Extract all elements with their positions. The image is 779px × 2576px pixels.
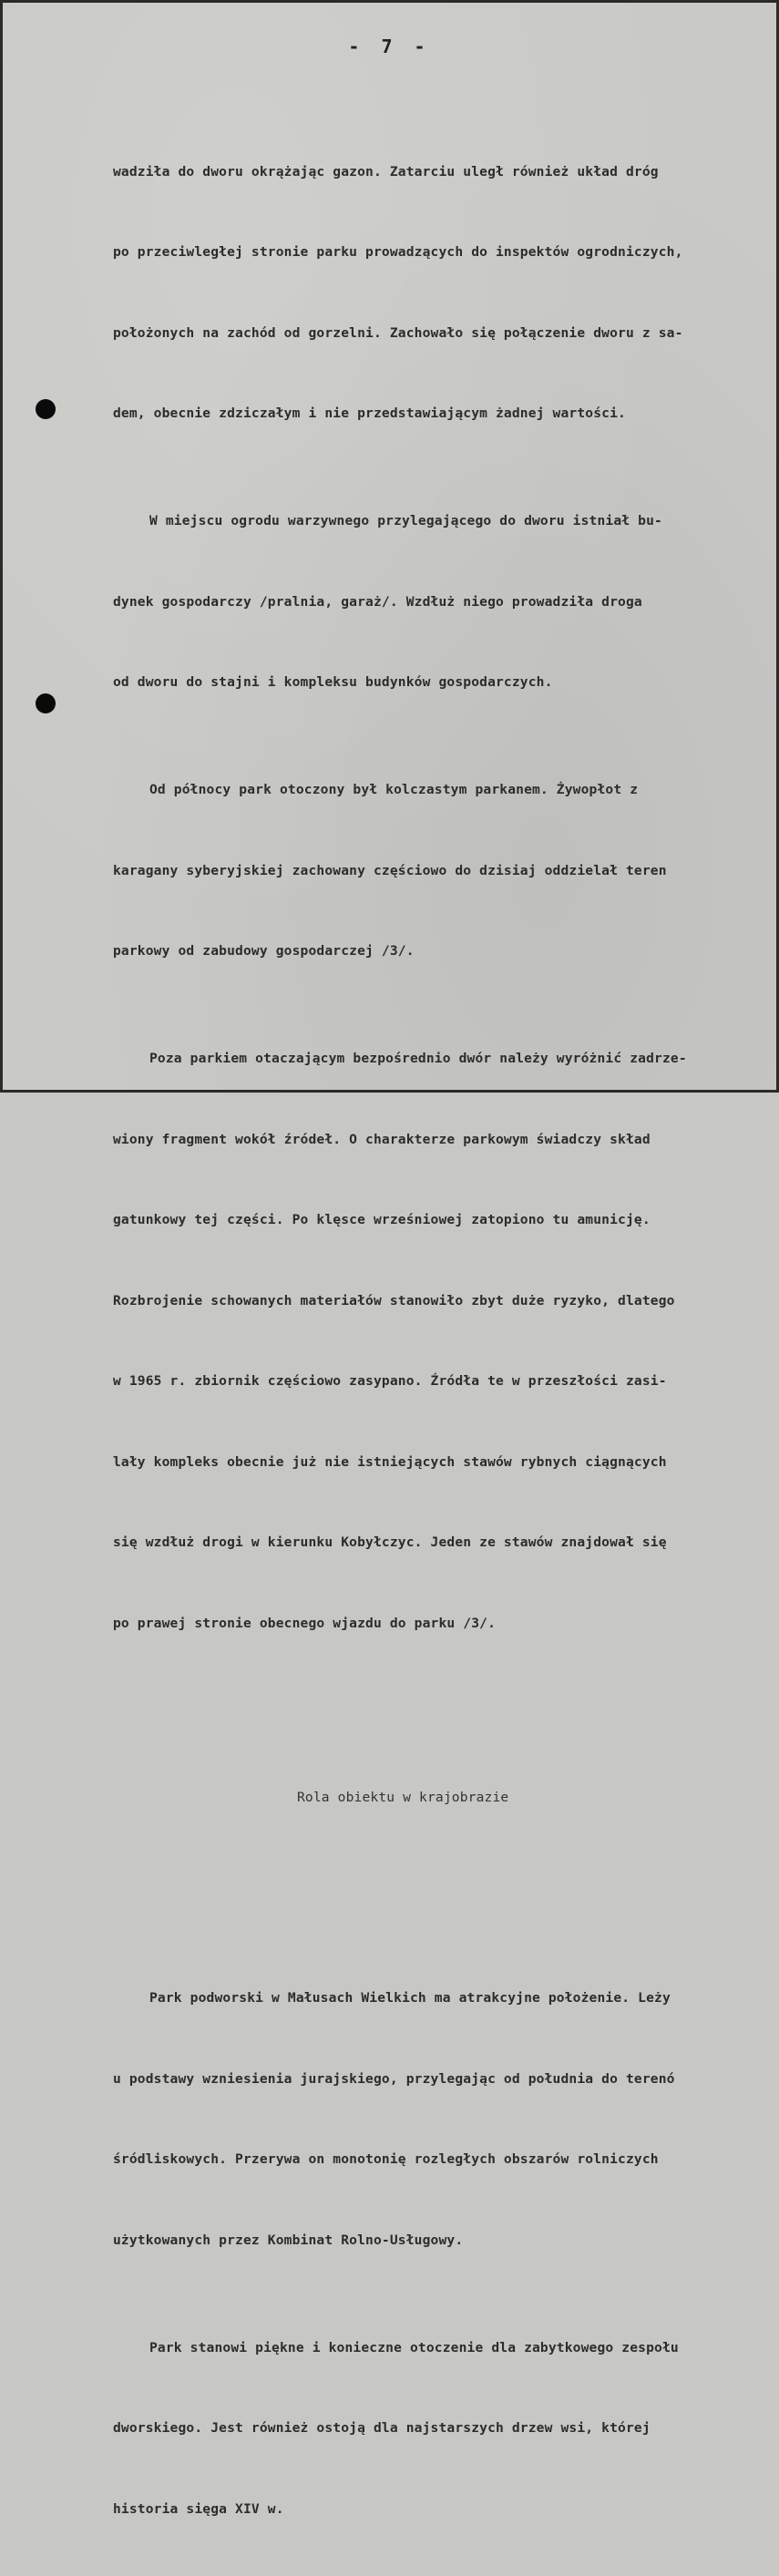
text-line: parkowy od zabudowy gospodarczej /3/. [113, 943, 415, 959]
text-line: śródliskowych. Przerywa on monotonię rozległych obszarów rolniczych [113, 2151, 659, 2167]
text-line: po prawej stronie obecnego wjazdu do parku /3/. [113, 1615, 497, 1631]
text-line: położonych na zachód od gorzelni. Zachowało się połączenie dworu z sa- [113, 324, 683, 341]
text-line: wadziła do dworu okrążając gazon. Zatarciu uległ również układ dróg [113, 163, 659, 180]
punch-hole-lower [36, 693, 56, 713]
text-line: dynek gospodarczy /pralnia, garaż/. Wzdłuż niego prowadziła droga [113, 593, 642, 610]
text-line: wiony fragment wokół źródeł. O charakterze parkowym świadczy skład [113, 1131, 651, 1147]
text-line: w 1965 r. zbiornik częściowo zasypano. Źródła te w przeszłości zasi- [113, 1373, 667, 1389]
text-line: historia sięga XIV w. [113, 2500, 284, 2517]
text-line: dem, obecnie zdziczałym i nie przedstawiającym żadnej wartości. [113, 405, 626, 421]
text-line: Poza parkiem otaczającym bezpośrednio dwór należy wyróżnić zadrze- [149, 1051, 687, 1066]
text-line: Od północy park otoczony był kolczastym parkanem. Żywopłot z [149, 782, 639, 797]
spacer [113, 1718, 774, 1730]
text-line: po przeciwległej stronie parku prowadzących do inspektów ogrodniczych, [113, 244, 683, 260]
text-line: u podstawy wzniesienia jurajskiego, przylegając od południa do terenó [113, 2070, 675, 2087]
body-text [113, 77, 774, 2576]
text-line: W miejscu ogrodu warzywnego przylegającego do dworu istniał bu- [149, 513, 662, 529]
text-line: karagany syberyjskiej zachowany częściowo do dzisiaj oddzielał teren [113, 862, 667, 878]
spacer [113, 1864, 774, 1877]
text-line: od dworu do stajni i kompleksu budynków gospodarczych. [113, 674, 553, 690]
text-line: Park stanowi piękne i konieczne otoczenie dla zabytkowego zespołu [149, 2339, 679, 2355]
punch-hole-upper [36, 399, 56, 419]
text-line: użytkowanych przez Kombinat Rolno-Usługowy. [113, 2232, 464, 2248]
text-line: Rozbrojenie schowanych materiałów stanowiło zbyt duże ryzyko, dlatego [113, 1292, 675, 1309]
page-number: - 7 - [348, 36, 431, 57]
text-line: Park podworski w Małusach Wielkich ma atrakcyjne położenie. Leży [149, 1990, 671, 2006]
text-line: dworskiego. Jest również ostoją dla najstarszych drzew wsi, której [113, 2420, 651, 2436]
text-line: gatunkowy tej części. Po klęsce wrześniowej zatopiono tu amunicję. [113, 1212, 651, 1227]
text-line: się wzdłuż drogi w kierunku Kobyłczyc. Jeden ze stawów znajdował się [113, 1534, 667, 1550]
text-line: lały kompleks obecnie już nie istniejących stawów rybnych ciągnących [113, 1453, 667, 1470]
section-heading: Rola obiektu w krajobrazie [297, 1789, 509, 1805]
